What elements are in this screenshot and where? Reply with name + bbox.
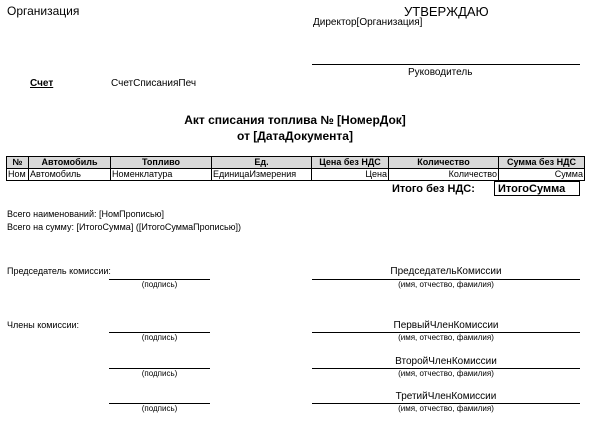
chairman-label: Председатель комиссии:: [7, 266, 111, 276]
member2-name-caption: (имя, отчество, фамилия): [398, 369, 494, 378]
director-text: Директор[Организация]: [313, 17, 423, 28]
cell-price: Цена: [312, 169, 389, 181]
header-vehicle: Автомобиль: [29, 157, 111, 169]
cell-number: Ном: [7, 169, 29, 181]
table-row: [7, 169, 585, 181]
cell-unit: ЕдиницаИзмерения: [212, 169, 312, 181]
member2-signature-caption: (подпись): [141, 369, 178, 378]
approve-label: УТВЕРЖДАЮ: [404, 4, 489, 19]
head-label: Руководитель: [408, 67, 473, 78]
header-fuel: Топливо: [111, 157, 212, 169]
chairman-name: ПредседательКомиссии: [390, 266, 502, 277]
fuel-table: [6, 156, 585, 181]
organization-label: Организация: [7, 4, 80, 18]
total-items-line: Всего наименований: [НомПрописью]: [7, 209, 164, 219]
header-quantity: Количество: [389, 157, 499, 169]
chairman-name-caption: (имя, отчество, фамилия): [398, 280, 494, 289]
account-label: Счет: [30, 78, 54, 89]
member3-name-caption: (имя, отчество, фамилия): [398, 404, 494, 413]
cell-sum: Сумма: [499, 169, 585, 181]
header-price: Цена без НДС: [312, 157, 389, 169]
header-number: №: [7, 157, 29, 169]
cell-vehicle: Автомобиль: [29, 169, 111, 181]
table-header-row: [7, 157, 585, 169]
members-label: Члены комиссии:: [7, 320, 80, 330]
cell-quantity: Количество: [389, 169, 499, 181]
director-signature-line: [312, 64, 580, 65]
document-title: Акт списания топлива № [НомерДок]: [184, 113, 406, 127]
member3-signature-caption: (подпись): [141, 404, 178, 413]
member1-name-caption: (имя, отчество, фамилия): [398, 333, 494, 342]
member1-name: ПервыйЧленКомиссии: [393, 320, 499, 331]
document-date: от [ДатаДокумента]: [237, 129, 353, 143]
header-sum: Сумма без НДС: [499, 157, 585, 169]
account-value: СчетСписанияПеч: [111, 78, 197, 89]
chairman-signature-caption: (подпись): [141, 280, 178, 289]
cell-fuel: Номенклатура: [111, 169, 212, 181]
header-unit: Ед.: [212, 157, 312, 169]
member2-name: ВторойЧленКомиссии: [395, 356, 497, 367]
member1-signature-caption: (подпись): [141, 333, 178, 342]
total-value: ИтогоСумма: [494, 181, 580, 196]
total-sum-line: Всего на сумму: [ИтогоСумма] ([ИтогоСуммаПрописью]): [7, 222, 241, 232]
total-label: Итого без НДС:: [392, 183, 475, 195]
member3-name: ТретийЧленКомиссии: [395, 391, 497, 402]
